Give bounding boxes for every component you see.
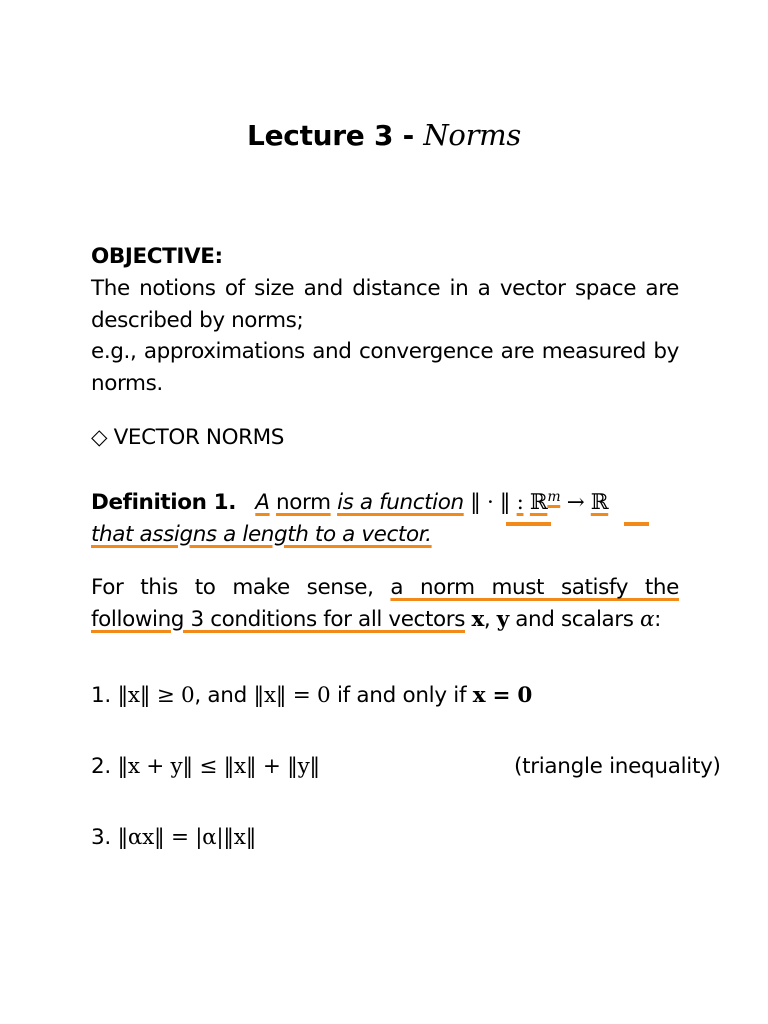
definition-word-a: A: [255, 490, 270, 516]
definition-label: Definition 1.: [91, 490, 236, 516]
objective-line-2: e.g., approximations and convergence are measured by norms.: [91, 339, 679, 396]
triangle-inequality-note: (triangle inequality): [514, 754, 721, 779]
colon: :: [516, 490, 524, 516]
arrow: →: [566, 490, 585, 516]
conditions-intro: For this to make sense, a norm must satisfy the following 3 conditions for all vectors x, y and scalars α:: [91, 575, 679, 632]
condition-1: 1. ‖x‖ ≥ 0, and ‖x‖ = 0 if and only if x = 0: [91, 683, 533, 708]
definition-block: [91, 482, 679, 550]
condition-2: 2. ‖x + y‖ ≤ ‖x‖ + ‖y‖ (triangle inequality): [91, 754, 721, 779]
objective-heading: OBJECTIVE:: [91, 244, 223, 269]
definition-word-norm: norm: [276, 490, 331, 516]
definition-line-2: that assigns a length to a vector.: [91, 521, 432, 547]
section-heading: [91, 422, 679, 454]
title-topic: Norms: [423, 118, 521, 152]
codomain: ℝ: [590, 490, 609, 516]
intro-underlined: a norm must satisfy the following 3 conditions for all vectors: [91, 575, 679, 632]
domain: ℝ$^m$: [529, 489, 561, 516]
definition-phrase-function: is a function: [337, 490, 464, 516]
objective-line-1: The notions of size and distance in a vector space are described by norms;: [91, 276, 679, 333]
title-prefix: Lecture 3 -: [247, 119, 424, 152]
section-label: VECTOR NORMS: [113, 425, 285, 450]
condition-3: 3. ‖αx‖ = |α|‖x‖: [91, 825, 257, 850]
annotation-dash-norm: [506, 522, 551, 526]
diamond-icon: ◇: [91, 425, 108, 450]
norm-symbol: ‖ · ‖: [470, 490, 511, 516]
annotation-dash-arrow: [624, 522, 649, 526]
slide-title: [0, 118, 768, 152]
